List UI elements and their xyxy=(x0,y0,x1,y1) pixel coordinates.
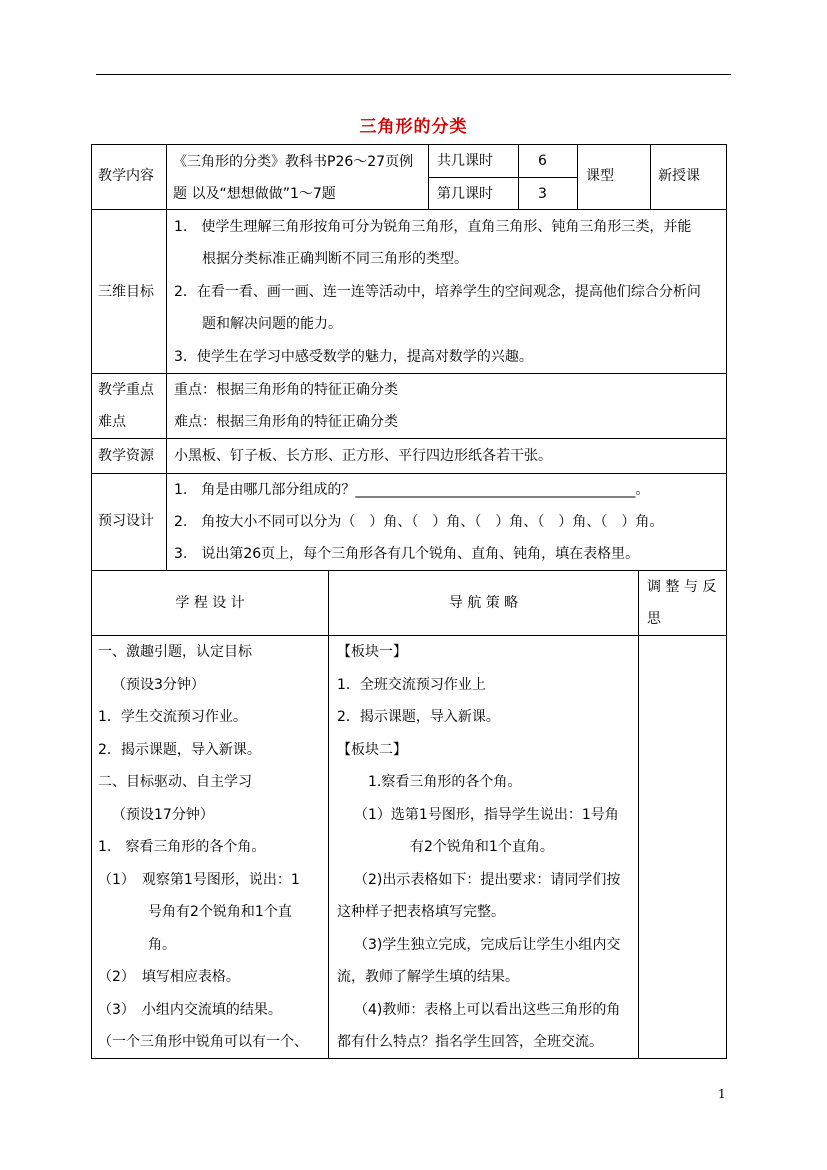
preview-line: 2. 角按大小不同可以分为（ ）角、（ ）角、（ ）角、（ ）角、（ ）角。 xyxy=(174,514,664,530)
process-line: 角。 xyxy=(148,937,176,953)
strategy-line: （4)教师：表格上可以看出这些三角形的角 xyxy=(354,1002,621,1018)
difficulty-label: 难点 xyxy=(98,414,126,430)
preview-line: 1. 角是由哪几部分组成的？________________________________________。 xyxy=(174,482,650,498)
strategy-line: 1.察看三角形的各个角。 xyxy=(368,774,522,790)
process-line: （一个三角形中锐角可以有一个、 xyxy=(98,1034,308,1050)
strategy-line: （2)出示表格如下：提出要求：请同学们按 xyxy=(354,872,621,888)
total-periods-label: 共几课时 xyxy=(437,153,493,169)
preview-line: 3. 说出第26页上，每个三角形各有几个锐角、直角、钝角，填在表格里。 xyxy=(174,546,640,562)
goal-line: 2．在看一看、画一画、连一连等活动中，培养学生的空间观念，提高他们综合分析问 xyxy=(174,284,701,300)
process-line: （2） 填写相应表格。 xyxy=(98,969,240,985)
preview-label: 预习设计 xyxy=(98,513,154,529)
strategy-line: 2．揭示课题，导入新课。 xyxy=(337,709,500,725)
total-periods-value: 6 xyxy=(538,153,547,169)
process-line: （预设17分钟） xyxy=(112,807,214,823)
key-point-text: 重点：根据三角形角的特征正确分类 xyxy=(174,382,398,398)
strategy-line: 都有什么特点？指名学生回答，全班交流。 xyxy=(337,1034,603,1050)
resources-text: 小黑板、钉子板、长方形、正方形、平行四边形纸各若干张。 xyxy=(174,448,552,464)
teaching-content-line1: 《三角形的分类》教科书P26～27页例 xyxy=(173,154,414,170)
lesson-type-value: 新授课 xyxy=(658,168,700,184)
key-points-label: 教学重点 xyxy=(98,382,154,398)
reflection-column-header-cont: 思 xyxy=(647,611,661,627)
strategy-line: 流，教师了解学生填的结果。 xyxy=(337,969,519,985)
strategy-column-header: 导 航 策 略 xyxy=(448,595,519,611)
teaching-content-line2: 题 以及“想想做做”1～7题 xyxy=(173,186,336,202)
page-number: 1 xyxy=(718,1087,726,1101)
goal-line: 题和解决问题的能力。 xyxy=(202,316,342,332)
goal-line: 根据分类标准正确判断不同三角形的类型。 xyxy=(202,251,468,267)
process-line: （预设3分钟） xyxy=(112,677,205,693)
process-line: （3） 小组内交流填的结果。 xyxy=(98,1002,282,1018)
period-number-value: 3 xyxy=(538,186,547,202)
process-line: 一、激趣引题，认定目标 xyxy=(98,644,252,660)
strategy-line: 有2个锐角和1个直角。 xyxy=(410,839,554,855)
process-line: 1. 察看三角形的各个角。 xyxy=(98,839,266,855)
process-line: 2．揭示课题，导入新课。 xyxy=(98,742,261,758)
goal-line: 3．使学生在学习中感受数学的魅力，提高对数学的兴趣。 xyxy=(174,349,533,365)
reflection-column-header: 调 整 与 反 xyxy=(647,579,717,595)
teaching-content-label: 教学内容 xyxy=(98,168,154,184)
process-column-header: 学 程 设 计 xyxy=(175,595,245,611)
resources-label: 教学资源 xyxy=(98,448,154,464)
process-line: 1．学生交流预习作业。 xyxy=(98,709,247,725)
strategy-line: 【板块一】 xyxy=(337,644,407,660)
process-line: 号角有2个锐角和1个直 xyxy=(148,904,292,920)
goal-line: 1. 使学生理解三角形按角可分为锐角三角形，直角三角形、钝角三角形三类，并能 xyxy=(174,219,692,235)
lesson-type-label: 课型 xyxy=(586,168,614,184)
strategy-line: 1．全班交流预习作业上 xyxy=(337,677,486,693)
strategy-line: 【板块二】 xyxy=(337,742,407,758)
strategy-line: 这种样子把表格填写完整。 xyxy=(337,904,505,920)
difficulty-text: 难点：根据三角形角的特征正确分类 xyxy=(174,414,398,430)
process-line: 二、目标驱动、自主学习 xyxy=(98,774,252,790)
strategy-line: （1）选第1号图形，指导学生说出：1号角 xyxy=(354,807,619,823)
page-title: 三角形的分类 xyxy=(359,117,468,137)
period-number-label: 第几课时 xyxy=(437,186,493,202)
strategy-line: （3)学生独立完成，完成后让学生小组内交 xyxy=(354,937,621,953)
process-line: （1） 观察第1号图形，说出：1 xyxy=(98,872,300,888)
goals-label: 三维目标 xyxy=(98,284,154,300)
